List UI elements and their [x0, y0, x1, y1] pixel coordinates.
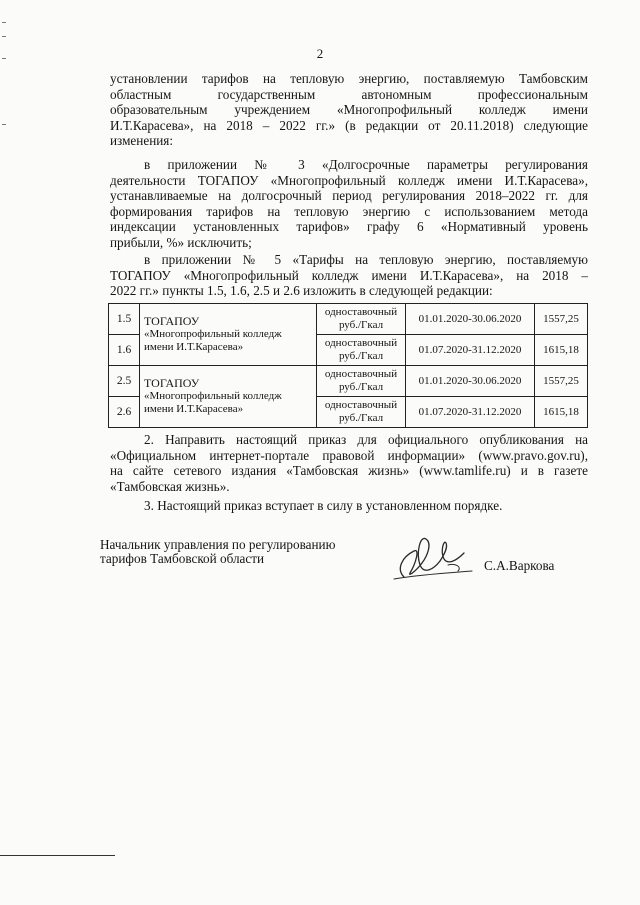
tariff-unit: руб./Гкал: [338, 381, 384, 393]
tariff-type: одноставочный: [324, 399, 398, 411]
text-line: изменения:: [110, 133, 174, 149]
text-line: образовательным учреждением «Многопрофильный колледж имени: [110, 102, 588, 118]
text-line: «Официальном интернет-портале правовой информации» (www.pravo.gov.ru),: [110, 447, 588, 463]
organization-cell: [140, 366, 317, 428]
scan-margin-mark: [2, 124, 6, 125]
handwritten-signature: [386, 533, 481, 583]
text-line: на сайте сетевого издания «Тамбовская жизнь» (www.tamlife.ru) и в газете: [110, 463, 588, 479]
text-line: областным государственным автономным профессиональным: [110, 86, 588, 102]
text-line: индексации установленных тарифов» графу 6 «Нормативный уровень: [110, 219, 588, 235]
tariff-type: одноставочный: [324, 337, 398, 349]
tariff-unit: руб./Гкал: [338, 319, 384, 331]
table-row: [109, 366, 588, 397]
text-line: установлении тарифов на тепловую энергию, поставляемую Тамбовским: [110, 71, 588, 86]
organization-name: «Многопрофильный колледж: [144, 328, 282, 340]
signatory-position: [100, 538, 335, 566]
appendix-3-paragraph: [110, 157, 588, 251]
tariff-value: 1557,25: [535, 366, 588, 397]
amendment-intro-paragraph: [110, 71, 588, 149]
row-number: 1.5: [109, 304, 140, 335]
period-cell: 01.01.2020-30.06.2020: [406, 304, 535, 335]
scan-margin-mark: [2, 36, 6, 37]
text-line: формирования тарифов на тепловую энергию с использованием метода: [110, 203, 588, 219]
tariff-type: одноставочный: [324, 368, 398, 380]
position-line: Начальник управления по регулированию: [100, 537, 336, 552]
position-line: тарифов Тамбовской области: [100, 551, 265, 566]
row-number: 2.5: [109, 366, 140, 397]
page-number: 2: [316, 46, 324, 61]
period-cell: 01.07.2020-31.12.2020: [406, 335, 535, 366]
tariff-value: 1615,18: [535, 397, 588, 428]
tariff-value: 1615,18: [535, 335, 588, 366]
text-line: деятельности ТОГАПОУ «Многопрофильный колледж имени И.Т.Карасева»,: [110, 172, 588, 188]
tariff-table: [108, 303, 588, 428]
text-line: «Тамбовская жизнь».: [110, 478, 230, 494]
organization-name: ТОГАПОУ: [144, 376, 200, 390]
tariff-unit: руб./Гкал: [338, 350, 384, 362]
text-line: устанавливаемые на долгосрочный период регулирования 2018–2022 гг. для: [110, 188, 588, 204]
period-cell: 01.01.2020-30.06.2020: [406, 366, 535, 397]
unit-cell: [317, 397, 406, 428]
table-row: [109, 304, 588, 335]
signatory-name: С.А.Варкова: [484, 558, 555, 573]
tariff-value: 1557,25: [535, 304, 588, 335]
period-cell: 01.07.2020-31.12.2020: [406, 397, 535, 428]
unit-cell: [317, 366, 406, 397]
text-line: И.Т.Карасева», на 2018 – 2022 гг.» (в редакции от 20.11.2018) следующие: [110, 117, 588, 133]
publication-paragraph: [110, 432, 588, 494]
text-line: в приложении № 3 «Долгосрочные параметры регулирования: [144, 157, 588, 172]
text-line: прибыли, %» исключить;: [110, 234, 252, 250]
row-number: 2.6: [109, 397, 140, 428]
text-line: 2022 гг.» пункты 1.5, 1.6, 2.5 и 2.6 изложить в следующей редакции:: [110, 283, 493, 299]
organization-name: ТОГАПОУ: [144, 314, 200, 328]
organization-cell: [140, 304, 317, 366]
scan-margin-mark: [2, 22, 6, 23]
text-line: в приложении № 5 «Тарифы на тепловую энергию, поставляемую: [144, 252, 588, 267]
organization-name: имени И.Т.Карасева»: [144, 341, 244, 353]
text-line: ТОГАПОУ «Многопрофильный колледж имени И.Т.Карасева», на 2018 –: [110, 267, 588, 283]
appendix-5-paragraph: [110, 252, 588, 299]
effective-date-paragraph: [110, 498, 588, 514]
tariff-type: одноставочный: [324, 306, 398, 318]
organization-name: «Многопрофильный колледж: [144, 390, 282, 402]
scan-margin-mark: [2, 58, 6, 59]
row-number: 1.6: [109, 335, 140, 366]
footer-rule: [0, 855, 115, 856]
tariff-unit: руб./Гкал: [338, 412, 384, 424]
text-line: 3. Настоящий приказ вступает в силу в установленном порядке.: [144, 498, 503, 513]
unit-cell: [317, 304, 406, 335]
organization-name: имени И.Т.Карасева»: [144, 403, 244, 415]
text-line: 2. Направить настоящий приказ для официального опубликования на: [144, 432, 588, 447]
unit-cell: [317, 335, 406, 366]
